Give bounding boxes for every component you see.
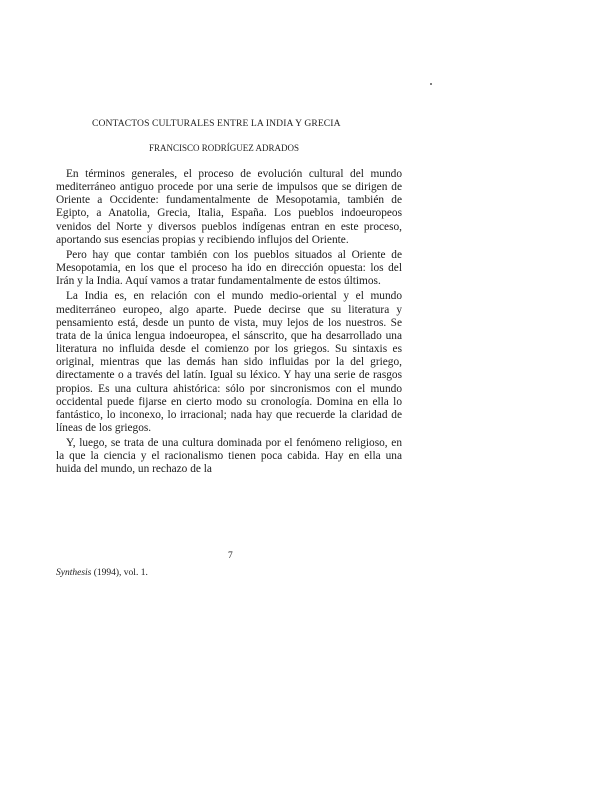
- footer-volume: (1994), vol. 1.: [91, 568, 148, 578]
- article-body: [56, 168, 402, 477]
- footer-citation: [56, 568, 148, 578]
- paragraph-3: La India es, en relación con el mundo medio-oriental y el mundo mediterráneo europeo, algo aparte. Puede decirse que su literatura y pensamiento está, desde un punto de vista, muy lejos de los nuestros. Se trata de la única lengua indoeuropea, el sánscrito, que ha desarrollado una literatura no influida desde el comienzo por los griegos. Su sintaxis es original, mientras que las demás han sido influidas por la del griego, directamente o a través del latín. Igual su léxico. Y hay una serie de rasgos propios. Es una cultura ahistórica: sólo por sincronismos con el mundo occidental puede fijarse en cierto modo su cronología. Domina en ella lo fantástico, lo inconexo, lo irracional; nada hay que recuerde la claridad de líneas de los griegos.: [56, 290, 402, 434]
- page-number: 7: [228, 551, 233, 561]
- paragraph-1: En términos generales, el proceso de evolución cultural del mundo mediterráneo antiguo procede por una serie de impulsos que se dirigen de Oriente a Occidente: fundamentalmente de Mesopotamia, también de Egipto, a Anatolia, Grecia, Italia, España. Los pueblos indoeuropeos venidos del Norte y diversos pueblos indígenas entran en este proceso, aportando sus esencias propias y recibiendo influjos del Oriente.: [56, 168, 402, 246]
- scan-speck: [430, 83, 432, 85]
- footer-journal: Synthesis: [56, 568, 92, 578]
- paragraph-4: Y, luego, se trata de una cultura dominada por el fenómeno religioso, en la que la ciencia y el racionalismo tienen poca cabida. Hay en ella una huida del mundo, un rechazo de la: [56, 437, 402, 476]
- paragraph-2: Pero hay que contar también con los pueblos situados al Oriente de Mesopotamia, en los que el proceso ha ido en dirección opuesta: los del Irán y la India. Aquí vamos a tratar fundamentalmente de estos últimos.: [56, 248, 402, 288]
- article-title: CONTACTOS CULTURALES ENTRE LA INDIA Y GRECIA: [92, 118, 341, 129]
- article-author: FRANCISCO RODRÍGUEZ ADRADOS: [149, 143, 300, 153]
